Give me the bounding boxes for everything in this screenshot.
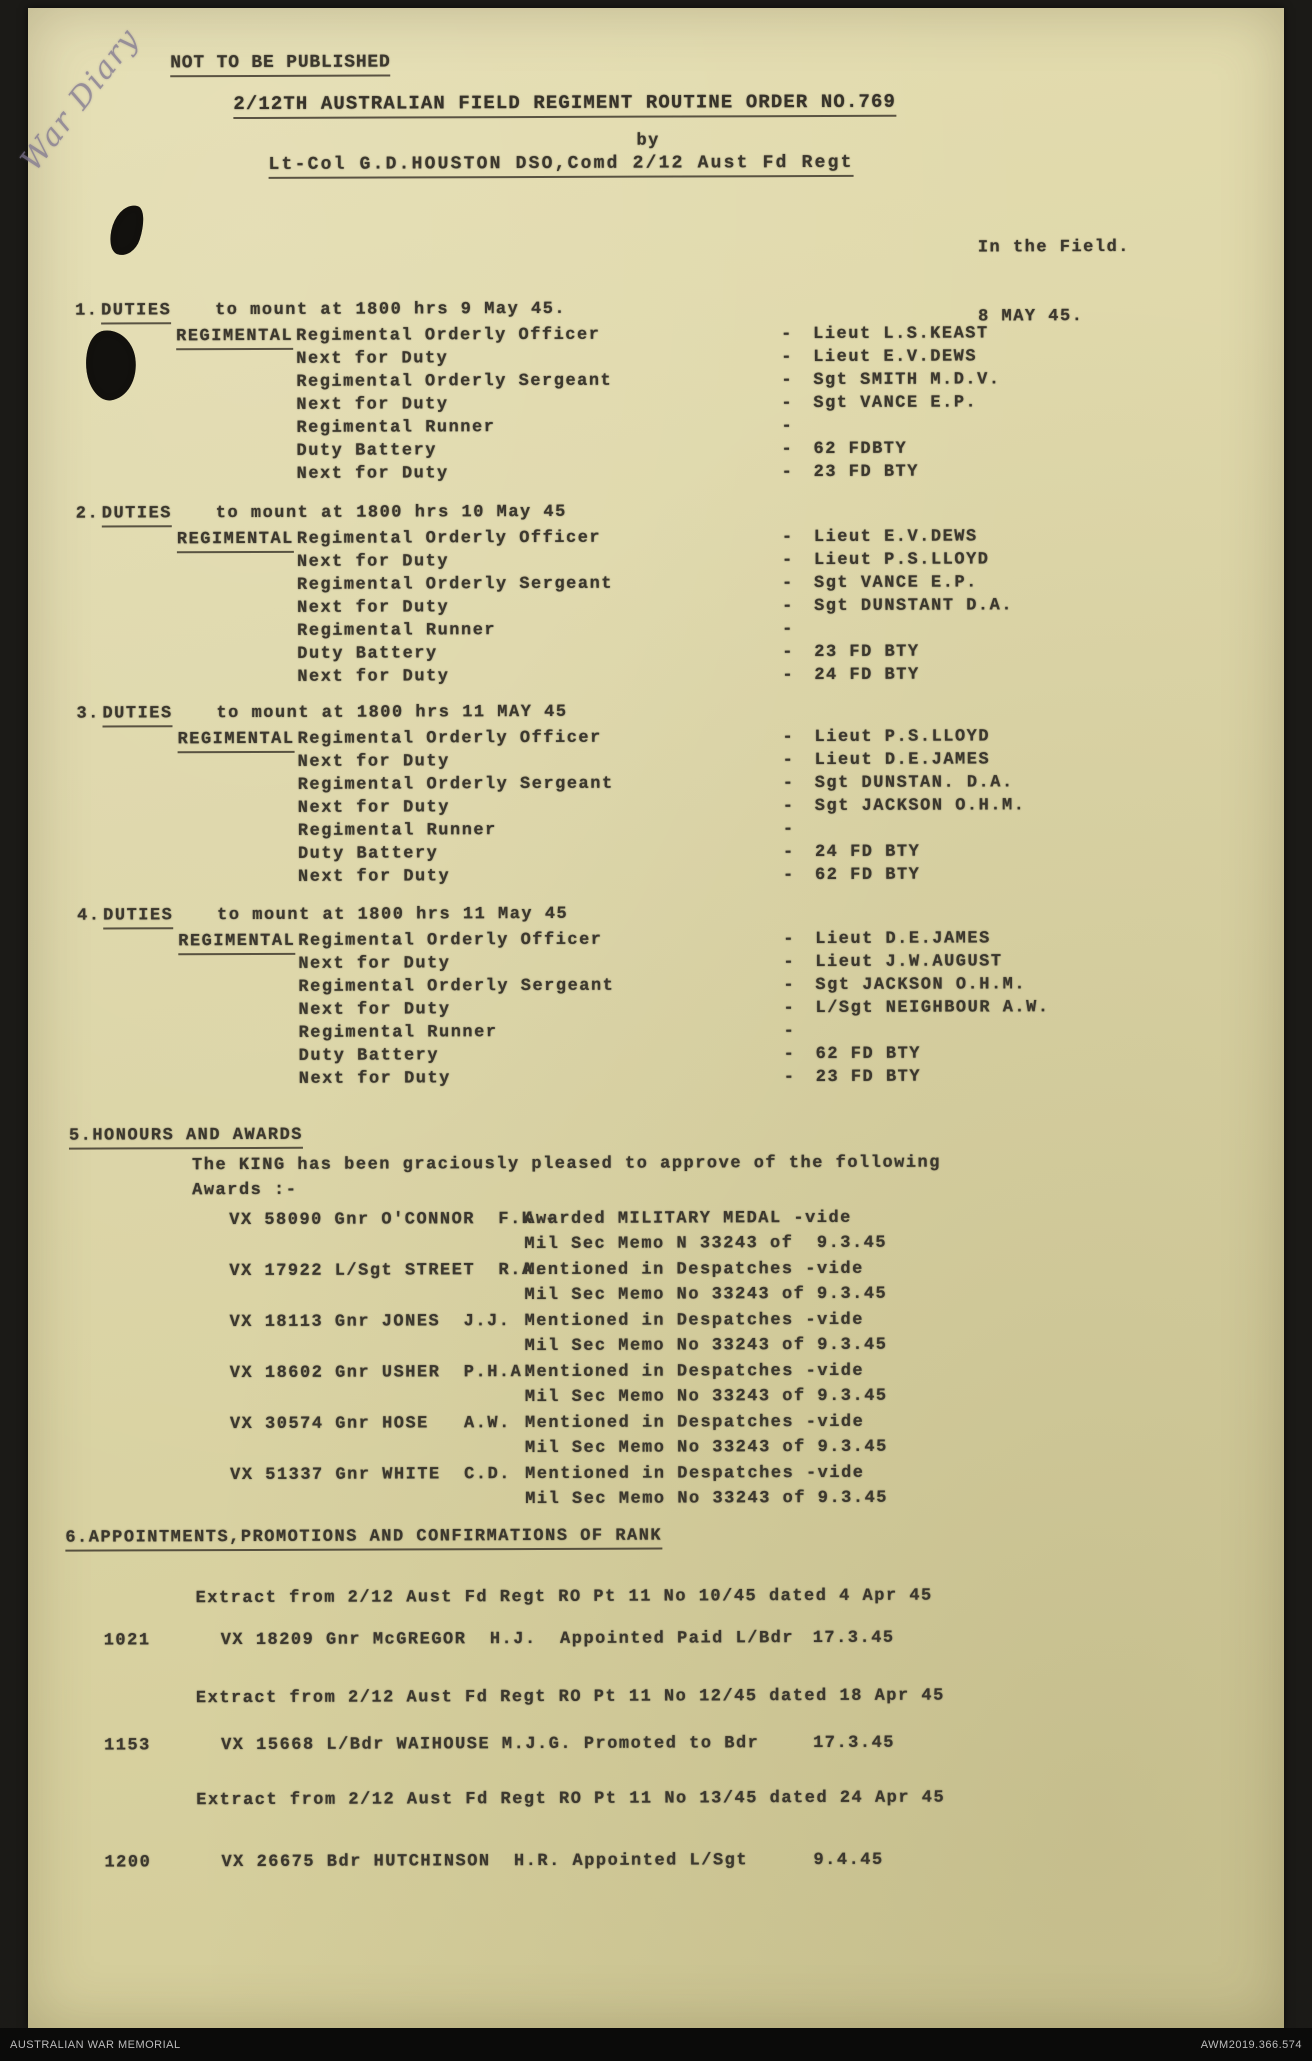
award-row	[32, 1258, 1288, 1313]
dash: -	[783, 1068, 796, 1088]
duties-section-1	[29, 297, 1286, 488]
dash: -	[782, 597, 794, 617]
by-label: by	[636, 131, 660, 151]
honours-section	[32, 1122, 1288, 1510]
section-title: DUTIES	[102, 504, 172, 527]
duty-value: 62 FDBTY	[813, 439, 908, 460]
section-heading-rest: to mount at 1800 hrs 11 MAY 45	[216, 702, 568, 724]
dash: -	[781, 417, 794, 437]
extract-line	[34, 1787, 1290, 1814]
duty-label: Regimental Runner	[296, 418, 496, 438]
duty-value: Lieut E.V.DEWS	[813, 527, 978, 548]
section-title: APPOINTMENTS,PROMOTIONS AND CONFIRMATIONS OF RANK	[88, 1526, 663, 1548]
citation-line2: Mil Sec Memo No 33243 of 9.3.45	[524, 1386, 888, 1408]
appointment-text: VX 18209 Gnr McGREGOR H.J. Appointed Paid L/Bdr	[220, 1629, 795, 1651]
duty-value: Lieut P.S.LLOYD	[814, 727, 991, 748]
duties-section-2	[30, 500, 1287, 691]
section-title: DUTIES	[103, 906, 173, 929]
duty-label: Next for Duty	[296, 464, 449, 484]
commander-line: Lt-Col G.D.HOUSTON DSO,Comd 2/12 Aust Fd Regt	[269, 153, 854, 179]
extract-text: Extract from 2/12 Aust Fd Regt RO Pt 11 No 13/45 dated 24 Apr 45	[196, 1788, 946, 1811]
dash: -	[781, 574, 794, 594]
dash: -	[783, 1045, 796, 1065]
archive-name: AUSTRALIAN WAR MEMORIAL	[10, 2038, 181, 2051]
duty-label: Next for Duty	[298, 954, 451, 974]
citation-line1: Mentioned in Despatches -vide	[525, 1463, 865, 1485]
dash: -	[782, 666, 795, 686]
serial-number: 1200	[104, 1853, 152, 1873]
duty-value: Lieut D.E.JAMES	[814, 750, 991, 771]
citation-line1: Mentioned in Despatches -vide	[524, 1361, 865, 1383]
duty-label: Regimental Orderly Sergeant	[297, 774, 614, 795]
page-title: 2/12TH AUSTRALIAN FIELD REGIMENT ROUTINE ORDER NO.769	[233, 91, 896, 119]
serial-number: 1021	[103, 1631, 151, 1651]
dash: -	[781, 528, 794, 548]
duty-label: Regimental Orderly Officer	[296, 325, 601, 346]
duty-label: Duty Battery	[298, 1046, 440, 1066]
award-row	[33, 1462, 1289, 1517]
extract-line	[34, 1585, 1290, 1612]
duty-label: Next for Duty	[296, 349, 449, 369]
duty-value: L/Sgt NEIGHBOUR A.W.	[815, 998, 1050, 1019]
citation-line1: Mentioned in Despatches -vide	[524, 1310, 864, 1332]
duty-label: Duty Battery	[296, 441, 438, 461]
duty-label: Next for Duty	[298, 1000, 451, 1020]
war-diary-annotation: War Diary	[14, 21, 147, 178]
archive-caption-bar	[0, 2028, 1312, 2061]
duty-row	[31, 864, 1287, 891]
dash: -	[782, 620, 794, 640]
regimental-subheading: REGIMENTAL	[178, 932, 295, 955]
duty-value: Sgt SMITH M.D.V.	[813, 370, 1001, 391]
duty-value: Lieut P.S.LLOYD	[813, 550, 990, 571]
dash: -	[783, 976, 796, 996]
duty-value: Sgt DUNSTANT D.A.	[814, 596, 1014, 617]
dash: -	[781, 371, 794, 391]
section-number: 3.	[76, 704, 100, 724]
service-number: VX 18113 Gnr JONES J.J.	[229, 1312, 511, 1333]
serial-number: 1153	[104, 1736, 151, 1756]
duty-value: 24 FD BTY	[814, 665, 920, 686]
section-heading-rest: to mount at 1800 hrs 10 May 45	[215, 502, 567, 524]
service-number: VX 51337 Gnr WHITE C.D.	[230, 1465, 511, 1486]
dash: -	[781, 463, 794, 483]
duty-label: Next for Duty	[297, 752, 450, 772]
section-number: 2.	[75, 504, 100, 524]
duty-row	[30, 461, 1286, 488]
dash: -	[782, 797, 795, 817]
appointments-heading	[65, 1527, 662, 1552]
duty-value: 23 FD BTY	[815, 1067, 922, 1088]
duty-value: Lieut J.W.AUGUST	[815, 952, 1003, 973]
dash: -	[781, 551, 794, 571]
dash: -	[783, 999, 796, 1019]
duty-label: Regimental Runner	[297, 621, 497, 641]
citation-line1: Mentioned in Despatches -vide	[524, 1259, 864, 1281]
duty-label: Next for Duty	[296, 395, 449, 415]
extract-line	[34, 1685, 1290, 1712]
duty-row	[30, 664, 1286, 691]
appointment-date: 17.3.45	[812, 1628, 895, 1649]
citation-line2: Mil Sec Memo No 33243 of 9.3.45	[524, 1335, 888, 1357]
duty-label: Next for Duty	[297, 598, 450, 618]
duty-label: Regimental Orderly Officer	[296, 528, 602, 549]
dash: -	[782, 843, 795, 863]
citation-line2: Mil Sec Memo N 33243 of 9.3.45	[524, 1233, 888, 1255]
duty-label: Duty Battery	[297, 644, 438, 664]
award-row	[33, 1360, 1289, 1415]
duty-label: Regimental Orderly Officer	[297, 728, 602, 749]
citation-line2: Mil Sec Memo No 33243 of 9.3.45	[524, 1284, 888, 1306]
dash: -	[782, 866, 795, 886]
duty-label: Regimental Runner	[297, 821, 497, 841]
citation-line2: Mil Sec Memo No 33243 of 9.3.45	[524, 1437, 888, 1459]
duty-label: Regimental Orderly Officer	[298, 930, 603, 951]
award-row	[32, 1207, 1288, 1262]
duty-label: Regimental Runner	[298, 1023, 498, 1043]
duties-section-4	[31, 902, 1288, 1093]
dash: -	[783, 1022, 796, 1042]
citation-line2: Mil Sec Memo No 33243 of 9.3.45	[525, 1488, 889, 1510]
dash: -	[781, 440, 794, 460]
duty-row	[32, 1066, 1288, 1093]
duty-label: Regimental Orderly Sergeant	[298, 976, 615, 997]
citation-line1: Awarded MILITARY MEDAL -vide	[524, 1208, 852, 1230]
duty-value: Sgt JACKSON O.H.M.	[815, 975, 1027, 996]
document-content	[28, 5, 1291, 2029]
duty-label: Next for Duty	[298, 1069, 451, 1089]
appointment-text: VX 15668 L/Bdr WAIHOUSE M.J.G. Promoted to Bdr	[221, 1734, 760, 1756]
service-number: VX 17922 L/Sgt STREET R.A.	[229, 1260, 546, 1282]
section-number: 1.	[75, 301, 99, 321]
dash: -	[782, 728, 795, 748]
dash: -	[782, 774, 795, 794]
duty-value: Lieut L.S.KEAST	[813, 324, 989, 345]
classification-stamp: NOT TO BE PUBLISHED	[170, 52, 391, 77]
dash: -	[783, 953, 796, 973]
section-heading-rest: to mount at 1800 hrs 11 May 45	[217, 904, 569, 926]
dash: -	[783, 930, 795, 950]
duty-label: Next for Duty	[297, 867, 451, 887]
dash: -	[782, 820, 795, 840]
archive-id: AWM2019.366.574	[1200, 2038, 1302, 2051]
appointment-date: 9.4.45	[813, 1850, 884, 1871]
service-number: VX 18602 Gnr USHER P.H.A.	[229, 1362, 535, 1384]
appointments-section	[33, 1524, 1289, 1873]
award-row	[33, 1309, 1289, 1364]
duty-label: Next for Duty	[297, 798, 450, 818]
date-line: 8 MAY 45.	[978, 307, 1084, 327]
duties-section-3	[30, 700, 1287, 891]
regimental-subheading: REGIMENTAL	[176, 327, 293, 350]
duty-value: 23 FD BTY	[813, 462, 919, 483]
duty-label: Duty Battery	[297, 844, 439, 864]
duty-value: Lieut E.V.DEWS	[813, 347, 978, 368]
dash: -	[781, 325, 793, 345]
appointment-text: VX 26675 Bdr HUTCHINSON H.R. Appointed L/Sgt	[221, 1851, 749, 1873]
section-title: DUTIES	[101, 301, 171, 324]
duty-value: Sgt DUNSTAN. D.A.	[814, 773, 1014, 794]
section-number: 5.	[68, 1126, 93, 1146]
duty-label: Regimental Orderly Sergeant	[296, 371, 613, 392]
dash: -	[781, 348, 793, 368]
dash: -	[782, 643, 794, 663]
duty-label: Next for Duty	[296, 552, 450, 572]
service-number: VX 58090 Gnr O'CONNOR F.K.-	[229, 1209, 557, 1231]
regimental-subheading: REGIMENTAL	[177, 530, 294, 553]
document-page	[14, 8, 1284, 2028]
appointment-row	[34, 1732, 1290, 1759]
appointment-row	[34, 1849, 1290, 1876]
award-row	[33, 1411, 1289, 1466]
appointment-row	[34, 1627, 1290, 1654]
duty-value: 24 FD BTY	[814, 842, 921, 863]
place-line: In the Field.	[977, 237, 1130, 258]
dash: -	[781, 394, 794, 414]
honours-heading	[69, 1126, 303, 1150]
honours-intro-line1: The KING has been graciously pleased to approve of the following	[192, 1153, 941, 1176]
section-title: HONOURS AND AWARDS	[92, 1125, 304, 1146]
service-number: VX 30574 Gnr HOSE A.W.	[229, 1414, 511, 1435]
duty-value: Sgt JACKSON O.H.M.	[814, 796, 1026, 817]
honours-intro-line2: Awards :-	[192, 1180, 298, 1201]
duty-value: Lieut D.E.JAMES	[815, 929, 991, 950]
duty-value: 62 FD BTY	[815, 1044, 922, 1065]
duty-label: Next for Duty	[297, 667, 450, 687]
citation-line1: Mentioned in Despatches -vide	[524, 1412, 865, 1434]
duty-value: Sgt VANCE E.P.	[813, 393, 978, 414]
dash: -	[782, 751, 795, 771]
awards-list	[32, 1207, 1289, 1517]
regimental-subheading: REGIMENTAL	[178, 730, 295, 753]
extract-text: Extract from 2/12 Aust Fd Regt RO Pt 11 No 10/45 dated 4 Apr 45	[195, 1586, 933, 1609]
section-heading-rest: to mount at 1800 hrs 9 May 45.	[215, 299, 567, 321]
section-title: DUTIES	[102, 704, 172, 727]
duty-value: 62 FD BTY	[814, 865, 921, 886]
extract-text: Extract from 2/12 Aust Fd Regt RO Pt 11 No 12/45 dated 18 Apr 45	[195, 1686, 945, 1709]
section-number: 4.	[77, 906, 101, 926]
appointment-date: 17.3.45	[813, 1733, 896, 1754]
duty-label: Regimental Orderly Sergeant	[296, 574, 613, 595]
duty-value: Sgt VANCE E.P.	[813, 573, 978, 594]
section-number: 6.	[65, 1528, 89, 1548]
duty-value: 23 FD BTY	[814, 642, 920, 663]
